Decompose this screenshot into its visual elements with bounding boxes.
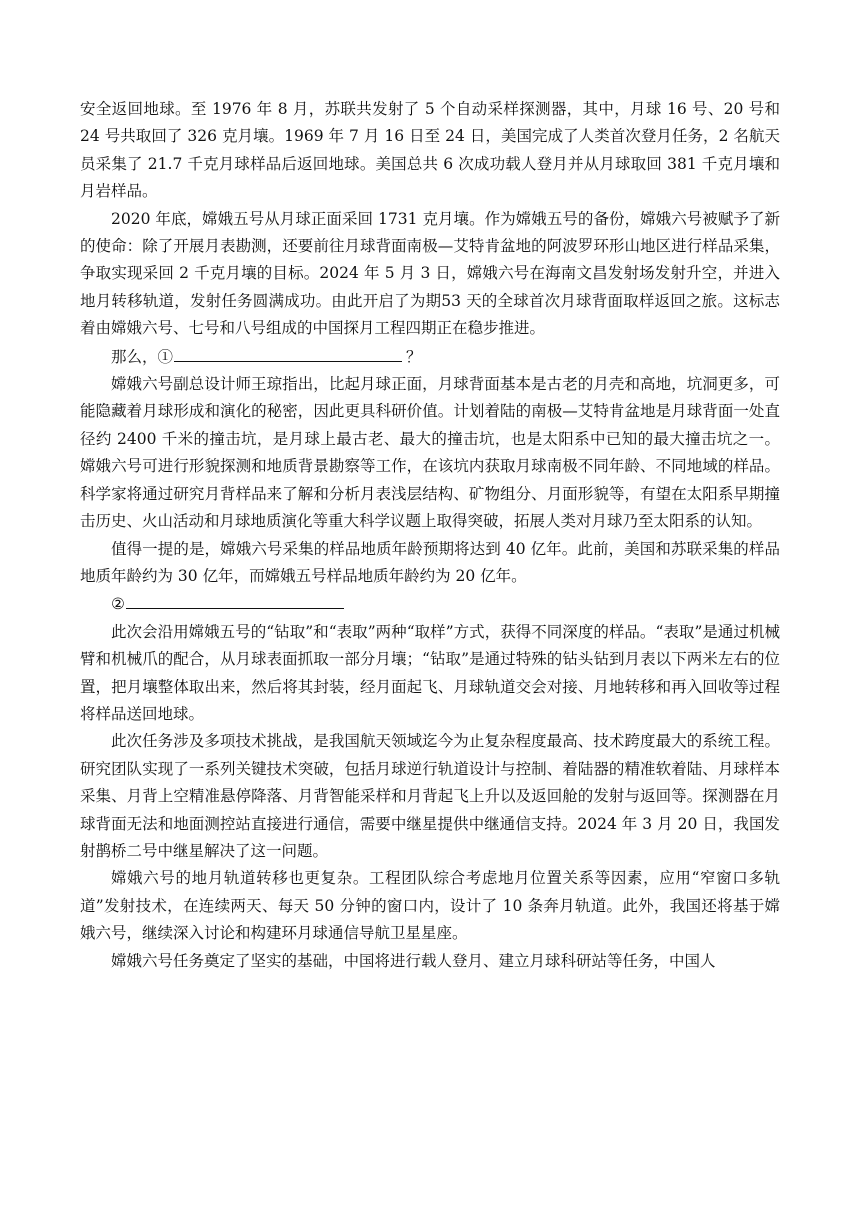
fill-blank-2 — [126, 590, 344, 609]
paragraph-sampling-methods: 此次会沿用嫦娥五号的“钻取”和“表取”两种“取样”方式，获得不同深度的样品。“表取”是通过机械臂和机械爪的配合，从月球表面抓取一部分月壤；“钻取”是通过特殊的钻头钻到月表以下两米左右的位置，把月壤整体取出来，然后将其封装，经月面起飞、月球轨道交会对接、月地转移和再入回收等过程将样品送回地球。 — [80, 622, 780, 723]
paragraph-orbit-transfer: 嫦娥六号的地月轨道转移也更复杂。工程团队综合考虑地月位置关系等因素，应用“窄窗口多轨道”发射技术，在连续两天、每天 50 分钟的窗口内，设计了 10 条奔月轨道。此外，我国还将基于嫦娥六号，继续深入讨论和构建环月球通信导航卫星星座。 — [80, 869, 780, 943]
paragraph-change5-change6: 2020 年底，嫦娥五号从月球正面采回 1731 克月壤。作为嫦娥五号的备份，嫦娥六号被赋予了新的使命：除了开展月表勘测，还要前往月球背面南极—艾特肯盆地的阿波罗环形山地区进行样品采集，争取实现采回 2 千克月壤的目标。2024 年 5 月 3 日，嫦娥六号在海南文昌发射场发射升空，并进入地月转移轨道，发射任务圆满成功。由此开启了为期53 天的全球首次月球背面取样返回之旅。这标志着由嫦娥六号、七号和八号组成的中国探月工程四期正在稳步推进。 — [80, 209, 780, 338]
fill-blank-1 — [174, 343, 402, 362]
question-blank-1 — [80, 343, 780, 371]
paragraph-technical-challenges: 此次任务涉及多项技术挑战，是我国航天领域迄今为止复杂程度最高、技术跨度最大的系统工程。研究团队实现了一系列关键技术突破，包括月球逆行轨道设计与控制、着陆器的精准软着陆、月球样本采集、月背上空精准悬停降落、月背智能采样和月背起飞上升以及返回舱的发射与返回等。探测器在月球背面无法和地面测控站直接进行通信，需要中继星提供中继通信支持。2024 年 3 月 20 日，我国发射鹊桥二号中继星解决了这一问题。 — [80, 732, 780, 860]
question-blank-2 — [80, 590, 780, 618]
paragraph-far-side-value: 嫦娥六号副总设计师王琼指出，比起月球正面，月球背面基本是古老的月壳和高地，坑洞更多，可能隐藏着月球形成和演化的秘密，因此更具科研价值。计划着陆的南极—艾特肯盆地是月球背面一处直径约 2400 千米的撞击坑，是月球上最古老、最大的撞击坑，也是太阳系中已知的最大撞击坑之一。嫦娥六号可进行形貌探测和地质背景勘察等工作，在该坑内获取月球南极不同年龄、不同地域的样品。科学家将通过研究月背样品来了解和分析月表浅层结构、矿物组分、月面形貌等，有望在太阳系早期撞击历史、火山活动和月球地质演化等重大科学议题上取得突破，拓展人类对月球乃至太阳系的认知。 — [80, 375, 780, 531]
paragraph-soviet-us-samples: 安全返回地球。至 1976 年 8 月，苏联共发射了 5 个自动采样探测器，其中，月球 16 号、20 号和 24 号共取回了 326 克月壤。1969 年 7 月 16 日至 24 日，美国完成了人类首次登月任务，2 名航天员采集了 21.7 千克月球样品后返回地球。美国总共 6 次成功载人登月并从月球取回 381 千克月壤和月岩样品。 — [80, 100, 780, 201]
blank-marker-2: ② — [111, 595, 125, 614]
document-page — [80, 96, 780, 975]
question-prefix: 那么， — [111, 347, 158, 366]
blank-marker-1: ① — [157, 347, 174, 366]
question-mark: ？ — [406, 347, 422, 366]
paragraph-sample-age: 值得一提的是，嫦娥六号采集的样品地质年龄预期将达到 40 亿年。此前，美国和苏联采集的样品地质年龄约为 30 亿年，而嫦娥五号样品地质年龄约为 20 亿年。 — [80, 539, 780, 585]
paragraph-future-missions: 嫦娥六号任务奠定了坚实的基础，中国将进行载人登月、建立月球科研站等任务，中国人 — [111, 951, 716, 970]
